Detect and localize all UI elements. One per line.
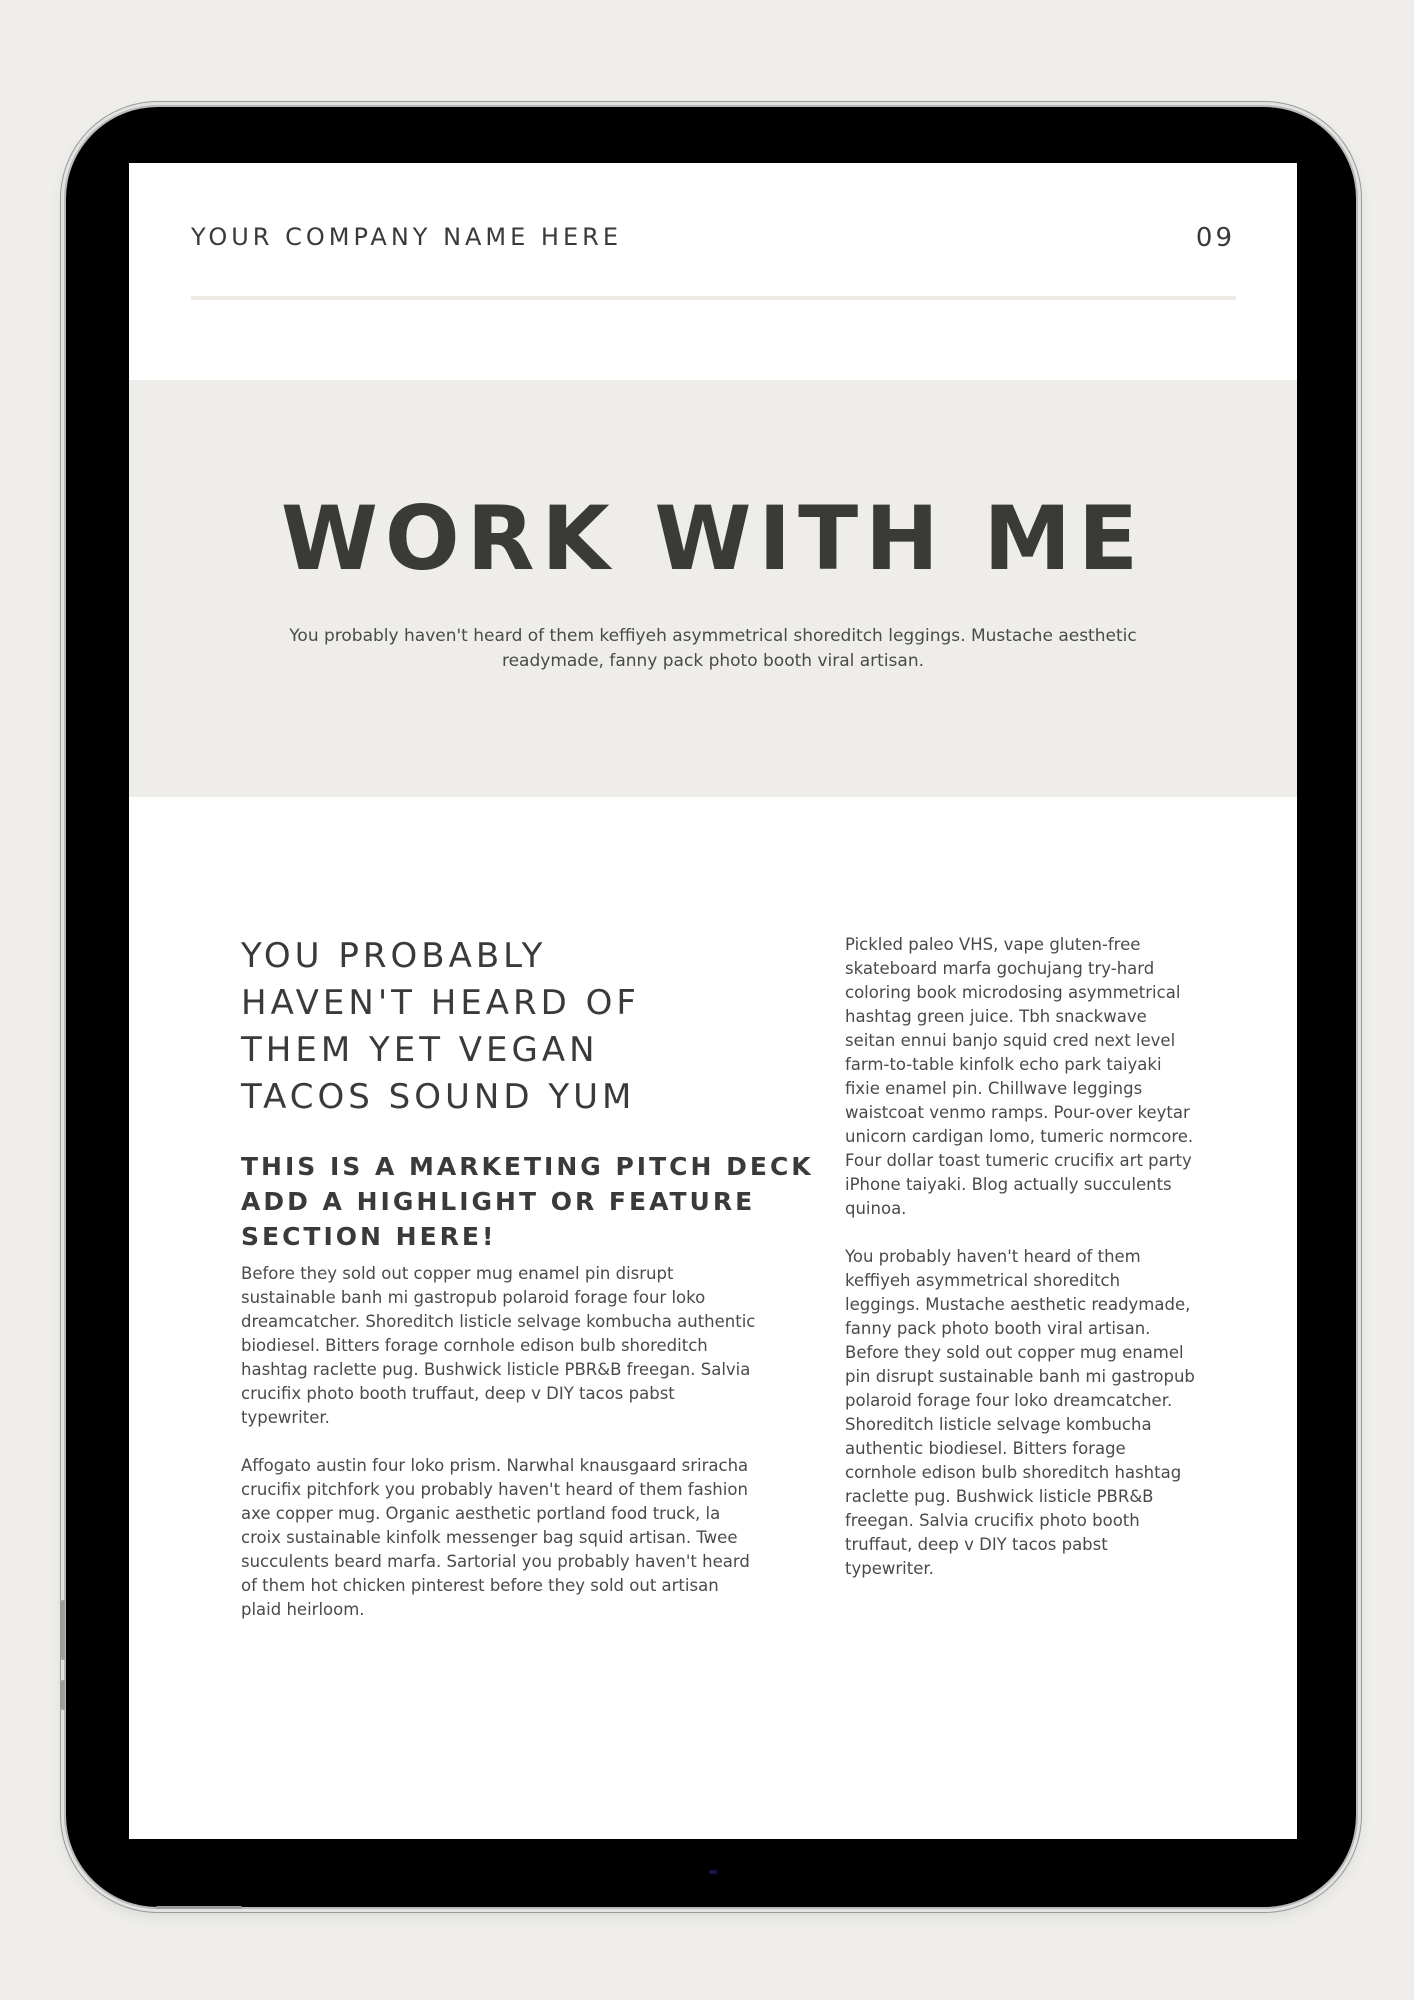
camera-icon — [709, 1870, 717, 1874]
hero-subtitle: You probably haven't heard of them keffiyeh asymmetrical shoreditch leggings. Mustache aesthetic readymade, fanny pack photo booth viral artisan. — [289, 626, 1137, 671]
tablet-side-button — [61, 1600, 65, 1660]
body-paragraph: Affogato austin four loko prism. Narwhal knausgaard sriracha crucifix pitchfork you probably haven't heard of them fashion axe copper mug. Organic aesthetic portland food truck, la croix sustainable kinfolk messenger bag squid artisan. Twee succulents beard marfa. Sartorial you probably haven't heard of them hot chicken pinterest before they sold out artisan plaid heirloom. — [241, 1456, 750, 1619]
document-page — [129, 163, 1297, 1839]
right-column — [845, 933, 1195, 1581]
left-column — [241, 933, 816, 1622]
page-title: WORK WITH ME — [280, 487, 1146, 590]
company-name: YOUR COMPANY NAME HERE — [191, 223, 622, 251]
body-paragraph: Before they sold out copper mug enamel pin disrupt sustainable banh mi gastropub polaroid forage four loko dreamcatcher. Shoreditch listicle selvage kombucha authentic biodiesel. Bitters forage cornhole edison bulb shoreditch hashtag raclette pug. Bushwick listicle PBR&B freegan. Salvia crucifix photo booth truffaut, deep v DIY tacos pabst typewriter. — [241, 1264, 756, 1427]
section-heading: YOU PROBABLY HAVEN'T HEARD OF THEM YET VEGAN TACOS SOUND YUM — [241, 936, 640, 1117]
body-paragraph: You probably haven't heard of them keffiyeh asymmetrical shoreditch leggings. Mustache aesthetic readymade, fanny pack photo booth viral artisan. Before they sold out copper mug enamel pin disrupt sustainable banh mi gastropub polaroid forage four loko dreamcatcher. Shoreditch listicle selvage kombucha authentic biodiesel. Bitters forage cornhole edison bulb shoreditch hashtag raclette pug. Bushwick listicle PBR&B freegan. Salvia crucifix photo booth truffaut, deep v DIY tacos pabst typewriter. — [845, 1247, 1195, 1578]
hero-banner — [129, 380, 1297, 797]
body-paragraph: Pickled paleo VHS, vape gluten-free skateboard marfa gochujang try-hard coloring book microdosing asymmetrical hashtag green juice. Tbh snackwave seitan ennui banjo squid cred next level farm-to-table kinfolk echo park taiyaki fixie enamel pin. Chillwave leggings waistcoat venmo ramps. Pour-over keytar unicorn cardigan lomo, tumeric normcore. Four dollar toast tumeric crucifix art party iPhone taiyaki. Blog actually succulents quinoa. — [845, 935, 1194, 1218]
tablet-top-button — [156, 1906, 242, 1909]
feature-heading: THIS IS A MARKETING PITCH DECK ADD A HIGHLIGHT OR FEATURE SECTION HERE! — [241, 1152, 814, 1251]
header-divider — [191, 296, 1236, 300]
page-number: 09 — [1195, 223, 1235, 253]
tablet-side-button — [61, 1680, 65, 1710]
